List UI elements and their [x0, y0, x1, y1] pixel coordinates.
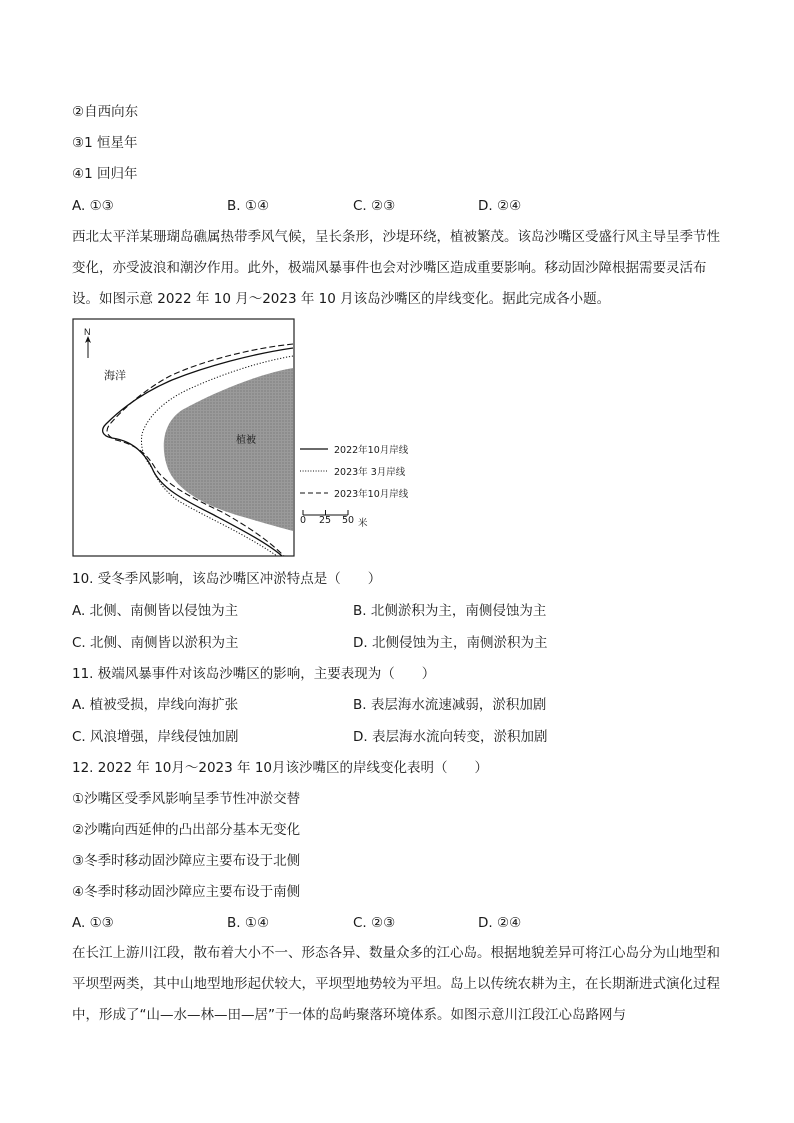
legend-solid-line-icon — [300, 446, 328, 452]
q10-option-d: D. 北侧侵蚀为主，南侧淤积为主 — [353, 635, 548, 651]
q11-option-a: A. 植被受损，岸线向海扩张 — [72, 697, 239, 713]
q12-stem: 12. 2022 年 10月～2023 年 10月该沙嘴区的岸线变化表明（ ） — [72, 760, 488, 776]
q9-option-d: D. ②④ — [478, 198, 522, 214]
q12-statement-3: ③冬季时移动固沙障应主要布设于北侧 — [72, 853, 301, 869]
q12-option-c: C. ②③ — [353, 915, 396, 931]
legend-label-2022-oct: 2022年10月岸线 — [334, 445, 409, 456]
q9-statement-3: ③1 恒星年 — [72, 135, 138, 151]
passage-river-islands: 在长江上游川江段，散布着大小不一、形态各异、数量众多的江心岛。根据地貌差异可将江心岛分为山地型和平坝型两类，其中山地型地形起伏较大，平坝型地势较为平坦。岛上以传统农耕为主，在长期渐进式演化过程中，形成了“山—水—林—田—居”于一体的岛屿聚落环境体系。如图示意川江段江心岛路网与 — [72, 945, 720, 1023]
q11-option-b: B. 表层海水流速减弱，淤积加剧 — [353, 697, 547, 713]
legend-item-2023-oct — [300, 482, 408, 504]
passage-sand-spit: 西北太平洋某珊瑚岛礁属热带季风气候，呈长条形，沙堤环绕，植被繁茂。该岛沙嘴区受盛行风主导呈季节性变化，亦受波浪和潮汐作用。此外，极端风暴事件也会对沙嘴区造成重要影响。移动固沙障根据需要灵活布设。如图示意 2022 年 10 月～2023 年 10 月该岛沙嘴区的岸线变化。据此完成各小题。 — [72, 229, 720, 307]
q10-option-c: C. 北侧、南侧皆以淤积为主 — [72, 635, 239, 651]
q9-option-a: A. ①③ — [72, 198, 114, 214]
shoreline-map-figure — [72, 318, 296, 562]
legend-dashed-line-icon — [300, 490, 328, 496]
legend-label-2023-mar: 2023年 3月岸线 — [334, 467, 406, 478]
q9-option-c: C. ②③ — [353, 198, 396, 214]
q12-option-b: B. ①④ — [227, 915, 270, 931]
q10-option-a: A. 北侧、南侧皆以侵蚀为主 — [72, 603, 239, 619]
scale-tick-0: 0 — [300, 515, 307, 526]
q11-option-c: C. 风浪增强，岸线侵蚀加剧 — [72, 729, 239, 745]
legend-label-2023-oct: 2023年10月岸线 — [334, 489, 409, 500]
scale-unit: 米 — [358, 518, 368, 529]
q12-statement-4: ④冬季时移动固沙障应主要布设于南侧 — [72, 884, 301, 900]
figure-legend — [300, 438, 408, 532]
q10-option-b: B. 北侧淤积为主，南侧侵蚀为主 — [353, 603, 547, 619]
legend-dotted-line-icon — [300, 468, 328, 474]
ocean-label: 海洋 — [104, 370, 126, 382]
scale-tick-50: 50 — [342, 515, 355, 526]
scale-bar — [300, 510, 408, 532]
vegetation-label: 植被 — [236, 435, 256, 446]
legend-item-2023-mar — [300, 460, 408, 482]
q11-option-d: D. 表层海水流向转变，淤积加剧 — [353, 729, 548, 745]
q12-option-d: D. ②④ — [478, 915, 522, 931]
q9-option-b: B. ①④ — [227, 198, 270, 214]
north-label: N — [84, 327, 91, 337]
q10-stem: 10. 受冬季风影响，该岛沙嘴区冲淤特点是（ ） — [72, 571, 382, 587]
q9-statement-4: ④1 回归年 — [72, 166, 138, 182]
legend-item-2022-oct — [300, 438, 408, 460]
scale-tick-25: 25 — [319, 515, 332, 526]
q12-statement-1: ①沙嘴区受季风影响呈季节性冲淤交替 — [72, 791, 301, 807]
q12-statement-2: ②沙嘴向西延伸的凸出部分基本无变化 — [72, 822, 301, 838]
q11-stem: 11. 极端风暴事件对该岛沙嘴区的影响，主要表现为（ ） — [72, 666, 436, 682]
q9-statement-2: ②自西向东 — [72, 104, 139, 120]
q12-option-a: A. ①③ — [72, 915, 114, 931]
shoreline-map — [72, 318, 296, 558]
